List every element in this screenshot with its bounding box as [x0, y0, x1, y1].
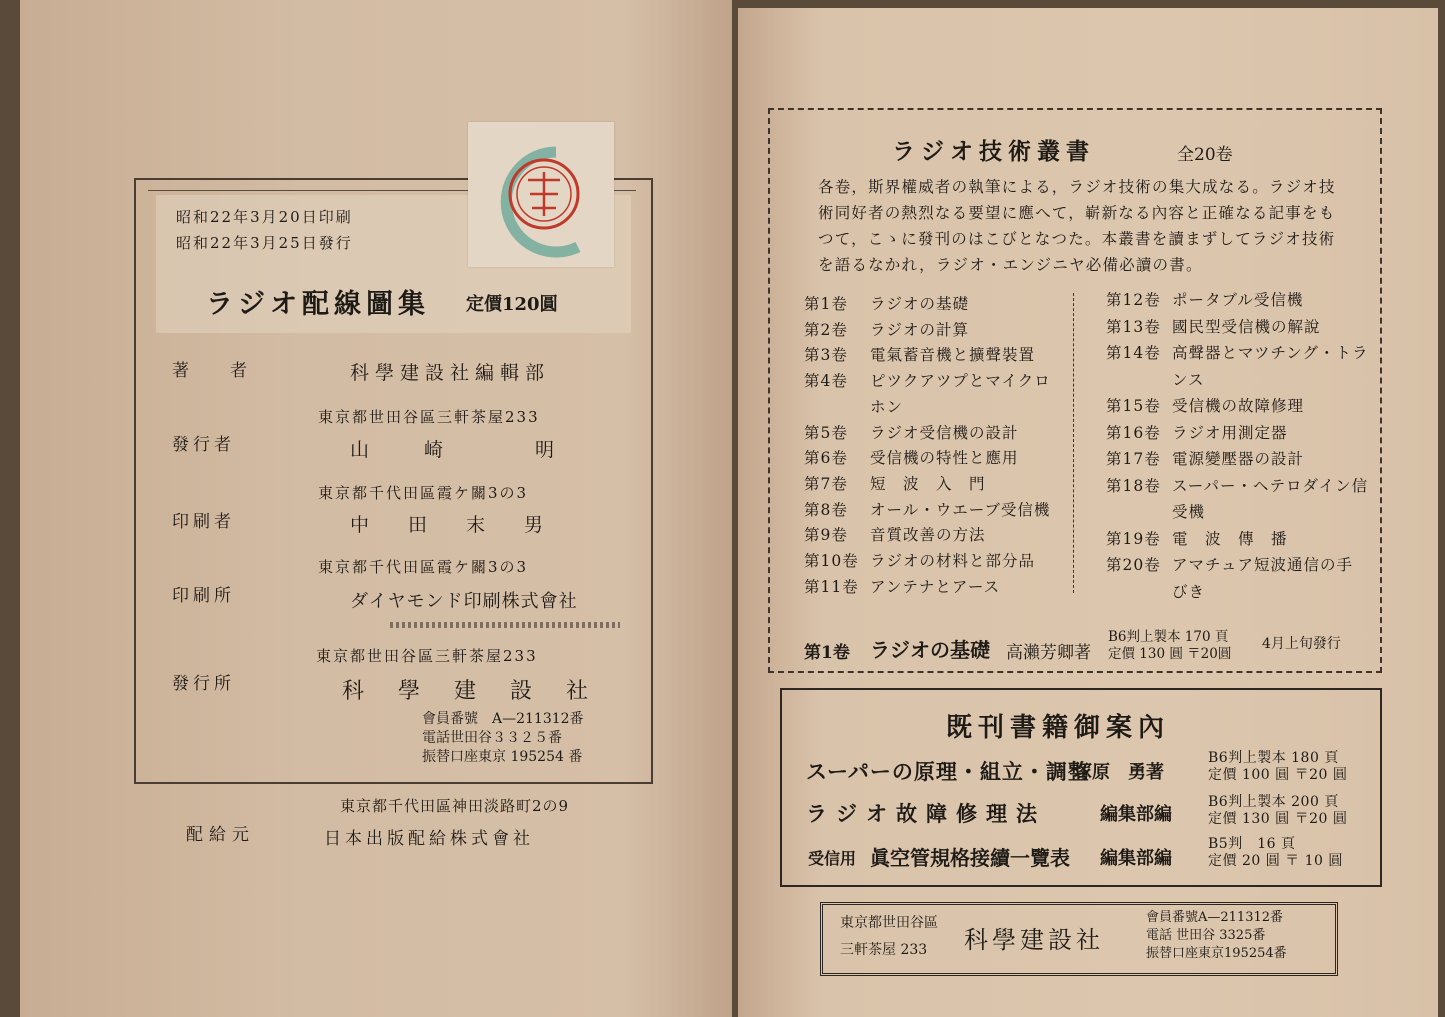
- footer-transfer: 振替口座東京195254番: [1146, 946, 1287, 961]
- volume-item: [1106, 500, 1205, 522]
- volume-number: 第12卷: [1106, 291, 1161, 309]
- book-2-author: 編集部編: [1100, 804, 1172, 825]
- volume-number: 第11卷: [804, 577, 859, 596]
- volume-title: ホン: [870, 397, 904, 416]
- book-1-title: スーパーの原理・組立・調整: [806, 759, 1090, 784]
- book-2-title: ラジオ故障修理法: [806, 801, 1046, 826]
- publisher-address: 東京都世田谷區三軒茶屋233: [318, 408, 540, 426]
- book-3-spec: B5判 16 頁: [1208, 836, 1296, 852]
- featured-volume-title: ラジオの基礎: [870, 638, 990, 662]
- volume-number: 第2卷: [804, 320, 848, 339]
- book-3-price: 定價 20 圓 〒 10 圓: [1208, 853, 1343, 869]
- volume-title: ラジオの材料と部分品: [870, 552, 1036, 570]
- printshop-address: 東京都千代田區霞ケ關3の3: [318, 558, 529, 576]
- author-name: 科學建設社編輯部: [350, 362, 551, 384]
- book-1-spec: B6判上製本 180 頁: [1208, 750, 1339, 766]
- transfer-account: 振替口座東京 195254 番: [422, 749, 583, 765]
- printshop-label: 印刷所: [172, 586, 235, 606]
- phone-number: 電話世田谷３３２５番: [422, 730, 562, 746]
- volume-number: 第10卷: [804, 552, 859, 570]
- volume-item: [1106, 288, 1303, 310]
- volume-title: 高聲器とマツチング・トラ: [1172, 344, 1369, 362]
- volume-item: [804, 369, 1051, 391]
- volume-title: びき: [1172, 582, 1206, 601]
- volume-title: ピツクアツプとマイクロ: [870, 372, 1051, 391]
- volume-item: [1106, 474, 1368, 496]
- book-title: ラジオ配線圖集: [206, 289, 430, 320]
- printer-label: 印刷者: [172, 512, 235, 532]
- volume-title: ポータブル受信機: [1172, 291, 1304, 309]
- volume-item: [804, 395, 903, 417]
- volume-item: [804, 575, 1000, 597]
- volume-title: 電源變壓器の設計: [1172, 450, 1305, 468]
- footer-member-number: 會員番號A—211312番: [1146, 910, 1284, 925]
- volume-item: [804, 549, 1035, 571]
- volume-title: アンテナとアース: [870, 577, 1001, 596]
- volume-number: 第7卷: [804, 474, 848, 493]
- volume-number: 第6卷: [804, 449, 848, 468]
- book-3-title: 眞空管規格接續一覽表: [870, 846, 1070, 870]
- house-label: 發行所: [172, 674, 235, 694]
- volume-title: 電氣蓄音機と擴聲裝置: [870, 346, 1036, 365]
- right-page: [738, 8, 1438, 1017]
- volume-item: [1106, 580, 1205, 602]
- author-label: 著 者: [172, 361, 259, 381]
- published-books-title: 既刊書籍御案內: [946, 713, 1171, 743]
- volume-title: 電 波 傳 播: [1172, 529, 1288, 548]
- volume-item: [804, 343, 1035, 365]
- featured-volume-spec: B6判上製本 170 頁: [1108, 629, 1229, 645]
- volume-number: 第1卷: [804, 295, 848, 313]
- volume-number: 第9卷: [804, 526, 848, 545]
- volume-number: 第18卷: [1106, 476, 1161, 495]
- volume-item: [1106, 421, 1288, 443]
- book-price: 定價120圓: [466, 294, 558, 315]
- volume-item: [804, 318, 969, 340]
- volume-item: [1106, 447, 1304, 469]
- volume-item: [804, 498, 1050, 520]
- dotted-separator: [390, 622, 620, 628]
- volume-item: [804, 421, 1019, 443]
- seal-stamp-graphic: [468, 122, 614, 267]
- print-date: 昭和22年3月20日印刷: [176, 208, 353, 226]
- house-address: 東京都世田谷區三軒茶屋233: [316, 647, 538, 665]
- publish-date: 昭和22年3月25日發行: [176, 234, 353, 252]
- column-divider: [1073, 293, 1074, 593]
- volume-number: 第3卷: [804, 346, 848, 365]
- featured-volume-price: 定價 130 圓 〒20圓: [1108, 646, 1232, 662]
- book-3-prefix: 受信用: [808, 849, 857, 868]
- volume-number: 第17卷: [1106, 450, 1161, 468]
- footer-address-line: 東京都世田谷區: [840, 915, 938, 931]
- distributor-label: 配給元: [186, 825, 255, 845]
- volume-title: 短 波 入 門: [870, 474, 986, 493]
- volume-title: 受信機の故障修理: [1172, 397, 1305, 415]
- volume-title: ラジオの基礎: [870, 295, 970, 313]
- volume-title: 受信機の特性と應用: [870, 449, 1019, 468]
- left-page: [20, 0, 732, 1017]
- house-name: 科 學 建 設 社: [342, 679, 595, 704]
- volume-number: 第4卷: [804, 372, 848, 391]
- volume-number: 第16卷: [1106, 423, 1161, 442]
- volume-title: オール・ウエーブ受信機: [870, 500, 1051, 519]
- book-1-author: 塚原 勇著: [1074, 762, 1164, 783]
- volume-title: ラジオ用測定器: [1172, 423, 1288, 442]
- volume-item: [804, 472, 986, 494]
- series-description-line: 術同好者の熱烈なる要望に應へて，嶄新なる內容と正確なる記事をも: [818, 204, 1336, 222]
- volume-item: [1106, 341, 1368, 363]
- featured-volume-release: 4月上旬發行: [1262, 636, 1341, 652]
- series-count: 全20卷: [1177, 145, 1233, 165]
- printshop-name: ダイヤモンド印刷株式會社: [350, 591, 578, 612]
- book-2-price: 定價 130 圓 〒20 圓: [1208, 811, 1348, 827]
- volume-title: 音質改善の方法: [870, 526, 986, 545]
- volume-item: [804, 292, 969, 314]
- seal-stamp: [468, 122, 614, 267]
- series-description-line: つて，こゝに發刊のはこびとなつた。本叢書を讀まずしてラジオ技術: [818, 230, 1336, 248]
- volume-title: 受機: [1172, 503, 1206, 521]
- volume-title: アマチュア短波通信の手: [1172, 556, 1354, 574]
- volume-number: 第5卷: [804, 423, 848, 442]
- volume-number: 第19卷: [1106, 529, 1161, 548]
- volume-item: [1106, 527, 1288, 549]
- volume-number: 第14卷: [1106, 344, 1161, 362]
- book-2-spec: B6判上製本 200 頁: [1208, 794, 1339, 810]
- member-number: 會員番號 A—211312番: [422, 711, 584, 727]
- footer-address-line: 三軒茶屋 233: [840, 942, 928, 958]
- volume-number: 第20卷: [1106, 556, 1161, 574]
- volume-number: 第13卷: [1106, 317, 1161, 336]
- featured-volume-author: 高瀨芳卿著: [1006, 643, 1091, 663]
- volume-number: 第8卷: [804, 500, 848, 519]
- publisher-name: 山 崎 明: [350, 439, 573, 461]
- volume-item: [804, 523, 986, 545]
- volume-item: [1106, 394, 1304, 416]
- printer-address: 東京都千代田區霞ケ關3の3: [318, 484, 529, 502]
- series-description-line: 各卷，斯界權威者の執筆による，ラジオ技術の集大成なる。ラジオ技: [818, 178, 1336, 196]
- series-title: ラジオ技術叢書: [892, 138, 1095, 165]
- book-1-price: 定價 100 圓 〒20 圓: [1208, 767, 1348, 783]
- volume-item: [1106, 368, 1205, 390]
- volume-title: スーパー・ヘテロダイン信: [1172, 476, 1369, 495]
- book-3-author: 編集部編: [1100, 848, 1172, 869]
- volume-item: [1106, 315, 1321, 337]
- publisher-label: 發行者: [172, 435, 235, 455]
- printer-name: 中 田 末 男: [350, 514, 554, 536]
- footer-publisher-name: 科學建設社: [964, 926, 1104, 954]
- volume-title: ラジオの計算: [870, 320, 970, 339]
- series-description-line: を語るなかれ，ラジオ・エンジニヤ必備必讀の書。: [818, 256, 1203, 274]
- distributor-address: 東京都千代田區神田淡路町2の9: [340, 797, 570, 815]
- volume-number: 第15卷: [1106, 397, 1161, 415]
- distributor-name: 日本出版配給株式會社: [324, 829, 534, 849]
- volume-title: 國民型受信機の解說: [1172, 317, 1321, 336]
- volume-title: ンス: [1172, 370, 1205, 389]
- footer-phone: 電話 世田谷 3325番: [1146, 928, 1266, 943]
- volume-item: [804, 446, 1019, 468]
- featured-volume-number: 第1卷: [804, 643, 850, 663]
- volume-item: [1106, 553, 1353, 575]
- volume-title: ラジオ受信機の設計: [870, 423, 1019, 442]
